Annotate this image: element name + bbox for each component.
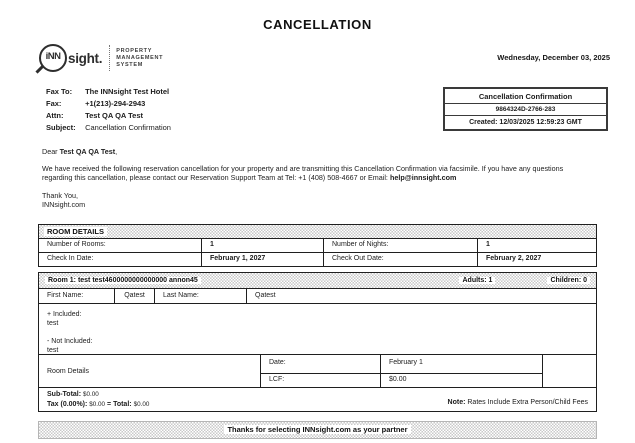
tax-label: Tax (0.00%):: [47, 401, 88, 408]
logo-tagline: [116, 48, 163, 69]
magnifier-handle-icon: [35, 65, 43, 73]
note-label: Note:: [447, 399, 466, 406]
date-value: February 1: [381, 355, 543, 374]
letter-body-block: [42, 147, 585, 210]
subject-row: [46, 122, 171, 134]
room-1-title: [45, 277, 459, 284]
salutation: [42, 147, 585, 157]
subtotal-value: $0.00: [83, 391, 99, 398]
confirmation-created: Created: 12/03/2025 12:59:23 GMT: [469, 119, 582, 126]
included-value: test: [47, 320, 59, 327]
tax-total-line: [47, 400, 149, 410]
room-details-header-text: ROOM DETAILS: [44, 227, 107, 236]
confirmation-number: 9864324D-2766-283: [445, 104, 606, 116]
lcf-label: LCF:: [261, 374, 381, 387]
table-row: [39, 252, 596, 266]
magnifier-logo-icon: [39, 44, 67, 72]
lcf-value: $0.00: [381, 374, 543, 387]
tagline-line: SYSTEM: [116, 61, 144, 68]
number-of-nights-value: 1: [486, 241, 490, 248]
footer-banner: [38, 421, 597, 439]
totals-block: [47, 390, 149, 410]
not-included-value: test: [47, 347, 59, 354]
subtotal-label: Sub-Total:: [47, 391, 82, 398]
room-inclusions: [39, 304, 596, 355]
fax-number-row: [46, 98, 171, 110]
room-1-header: [39, 273, 596, 289]
first-name-label: First Name:: [39, 289, 115, 303]
fax-number-value: +1(213)-294-2943: [85, 99, 146, 108]
innsight-logo: [39, 44, 163, 72]
fax-number-label: Fax:: [46, 99, 62, 108]
table-row: [39, 239, 596, 252]
fax-to-value: The INNsight Test Hotel: [85, 87, 170, 96]
support-email: help@innsight.com: [389, 173, 457, 182]
letter-text: We have received the following reservation cancellation for your property and are transmitting this Cancellation Confirmation via facsimile. If you have any questions regarding this cancellation, please contact our Reservation Support Team at Tel: +1 (408) 508-4667 or Email:: [42, 163, 564, 182]
date-label: Date:: [261, 355, 381, 374]
equals-sign: =: [107, 401, 112, 408]
tagline-line: MANAGEMENT: [116, 54, 164, 61]
attn-label: Attn:: [46, 111, 64, 120]
footer-banner-text: Thanks for selecting INNsight.com as your partner: [224, 425, 410, 434]
confirmation-box-title: Cancellation Confirmation: [445, 89, 606, 104]
check-out-label: Check Out Date:: [324, 253, 478, 266]
subject-value: Cancellation Confirmation: [85, 123, 171, 132]
adults-count-text: Adults: 1: [459, 277, 495, 284]
fax-header-block: [46, 86, 171, 134]
first-name-value: Qatest: [115, 289, 155, 303]
room-details-section-label: Room Details: [39, 355, 261, 387]
rate-table: [39, 355, 596, 387]
attn-value: Test QA QA Test: [85, 111, 144, 120]
logo-divider: [109, 45, 110, 71]
total-value: $0.00: [133, 401, 150, 408]
logo-mark-text: iNN: [45, 51, 61, 62]
children-count: [547, 277, 590, 284]
empty-cell: [543, 355, 596, 387]
number-of-rooms-label: Number of Rooms:: [39, 239, 202, 252]
thank-you-line: Thank You,: [42, 190, 78, 200]
total-label: Total:: [113, 401, 132, 408]
salutation-suffix: ,: [115, 147, 118, 156]
totals-row: [39, 387, 596, 410]
tax-value: $0.00: [89, 401, 106, 408]
room-details-header: [39, 225, 596, 239]
spacer: [47, 328, 588, 337]
fax-to-label: Fax To:: [46, 87, 73, 96]
note-text: Rates Include Extra Person/Child Fees: [467, 399, 588, 406]
confirmation-box: [443, 87, 608, 131]
last-name-value: Qatest: [255, 292, 276, 299]
last-name-label: Last Name:: [155, 289, 247, 303]
check-in-label: Check In Date:: [39, 253, 202, 266]
subtotal-line: [47, 390, 149, 400]
not-included-label: - Not Included:: [47, 338, 93, 345]
check-out-value: February 2, 2027: [486, 255, 542, 262]
room-1-box: [38, 272, 597, 412]
subject-label: Subject:: [46, 123, 76, 132]
document-title: CANCELLATION: [263, 17, 372, 32]
children-count-text: Children: 0: [547, 277, 590, 284]
number-of-rooms-value: 1: [202, 239, 324, 252]
room-1-title-text: Room 1: test test4600000000000000 annon45: [45, 277, 201, 284]
signature-line: INNsight.com: [42, 200, 86, 209]
guest-name-row: [39, 289, 596, 304]
tagline-line: PROPERTY: [116, 47, 153, 54]
logo-name: sight.: [68, 50, 103, 66]
rates-note: [448, 399, 588, 410]
room-details-table: [38, 224, 597, 267]
check-in-value: February 1, 2027: [202, 253, 324, 266]
included-label: + Included:: [47, 311, 82, 318]
adults-count: [459, 277, 495, 284]
document-date: Wednesday, December 03, 2025: [497, 53, 610, 62]
number-of-nights-label: Number of Nights:: [324, 239, 478, 252]
letter-paragraph: [42, 164, 585, 183]
salutation-prefix: Dear: [42, 147, 60, 156]
attn-row: [46, 110, 171, 122]
fax-to-row: [46, 86, 171, 98]
salutation-name: Test QA QA Test: [59, 147, 116, 156]
